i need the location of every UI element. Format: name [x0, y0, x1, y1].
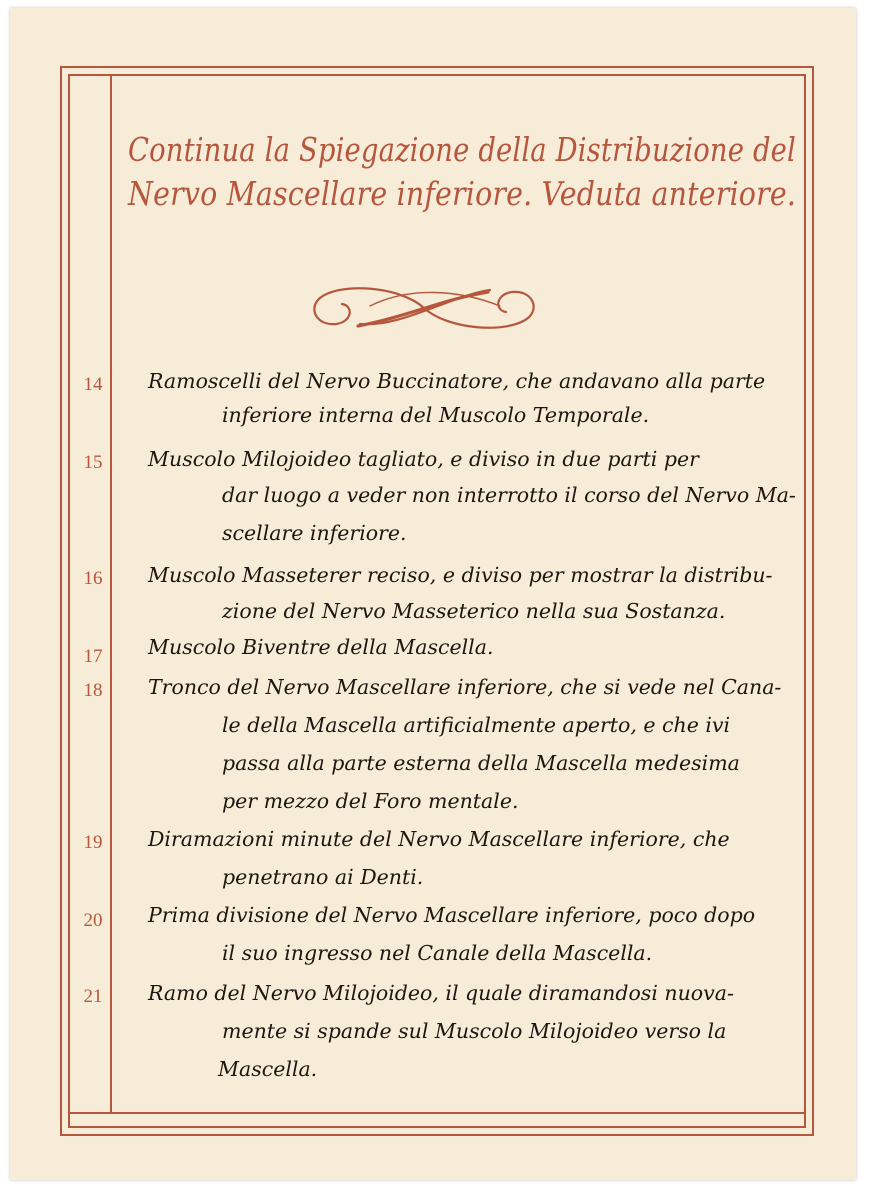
title-line-1: Continua la Spiegazione della Distribuzione del: [128, 130, 796, 169]
entry-line: Mascella.: [218, 1057, 318, 1081]
entry-number: 14: [83, 374, 103, 395]
entry-number: 20: [83, 910, 103, 931]
entry-number: 15: [83, 452, 103, 473]
entry-line: Muscolo Masseterer reciso, e diviso per mostrar la distribu-: [148, 563, 773, 587]
entry-line: mente si spande sul Muscolo Milojoideo verso la: [222, 1019, 727, 1043]
page-title: [128, 128, 797, 216]
entry-line: scellare inferiore.: [222, 521, 407, 545]
title-line-2: Nervo Mascellare inferiore. Veduta anteriore.: [128, 174, 797, 213]
entry-line: le della Mascella artificialmente aperto, e che ivi: [222, 713, 731, 737]
entry-line: inferiore interna del Muscolo Temporale.: [222, 403, 650, 427]
calligraphic-flourish: [300, 276, 548, 340]
entry-line: Muscolo Milojoideo tagliato, e diviso in due parti per: [148, 447, 699, 471]
bottom-rule: [68, 1112, 806, 1114]
entry-line: zione del Nervo Masseterico nella sua Sostanza.: [222, 599, 726, 623]
entry-number: 18: [83, 680, 103, 701]
entry-number: 19: [83, 832, 103, 853]
entry-line: Tronco del Nervo Mascellare inferiore, che si vede nel Cana-: [148, 675, 782, 699]
entry-line: passa alla parte esterna della Mascella medesima: [222, 751, 740, 775]
entry-line: Ramoscelli del Nervo Buccinatore, che andavano alla parte: [148, 369, 766, 393]
entry-number: 16: [83, 568, 103, 589]
entry-line: Prima divisione del Nervo Mascellare inferiore, poco dopo: [148, 903, 756, 927]
entry-line: Diramazioni minute del Nervo Mascellare inferiore, che: [148, 827, 730, 851]
entry-number: 21: [83, 986, 103, 1007]
entry-line: per mezzo del Foro mentale.: [222, 789, 519, 813]
entry-line: il suo ingresso nel Canale della Mascella.: [222, 941, 653, 965]
entry-line: Ramo del Nervo Milojoideo, il quale diramandosi nuova-: [148, 981, 734, 1005]
margin-rule: [110, 74, 112, 1114]
entry-line: dar luogo a veder non interrotto il corso del Nervo Ma-: [222, 483, 796, 507]
entry-line: penetrano ai Denti.: [222, 865, 424, 889]
entry-number: 17: [83, 646, 103, 667]
entry-line: Muscolo Biventre della Mascella.: [148, 635, 494, 659]
